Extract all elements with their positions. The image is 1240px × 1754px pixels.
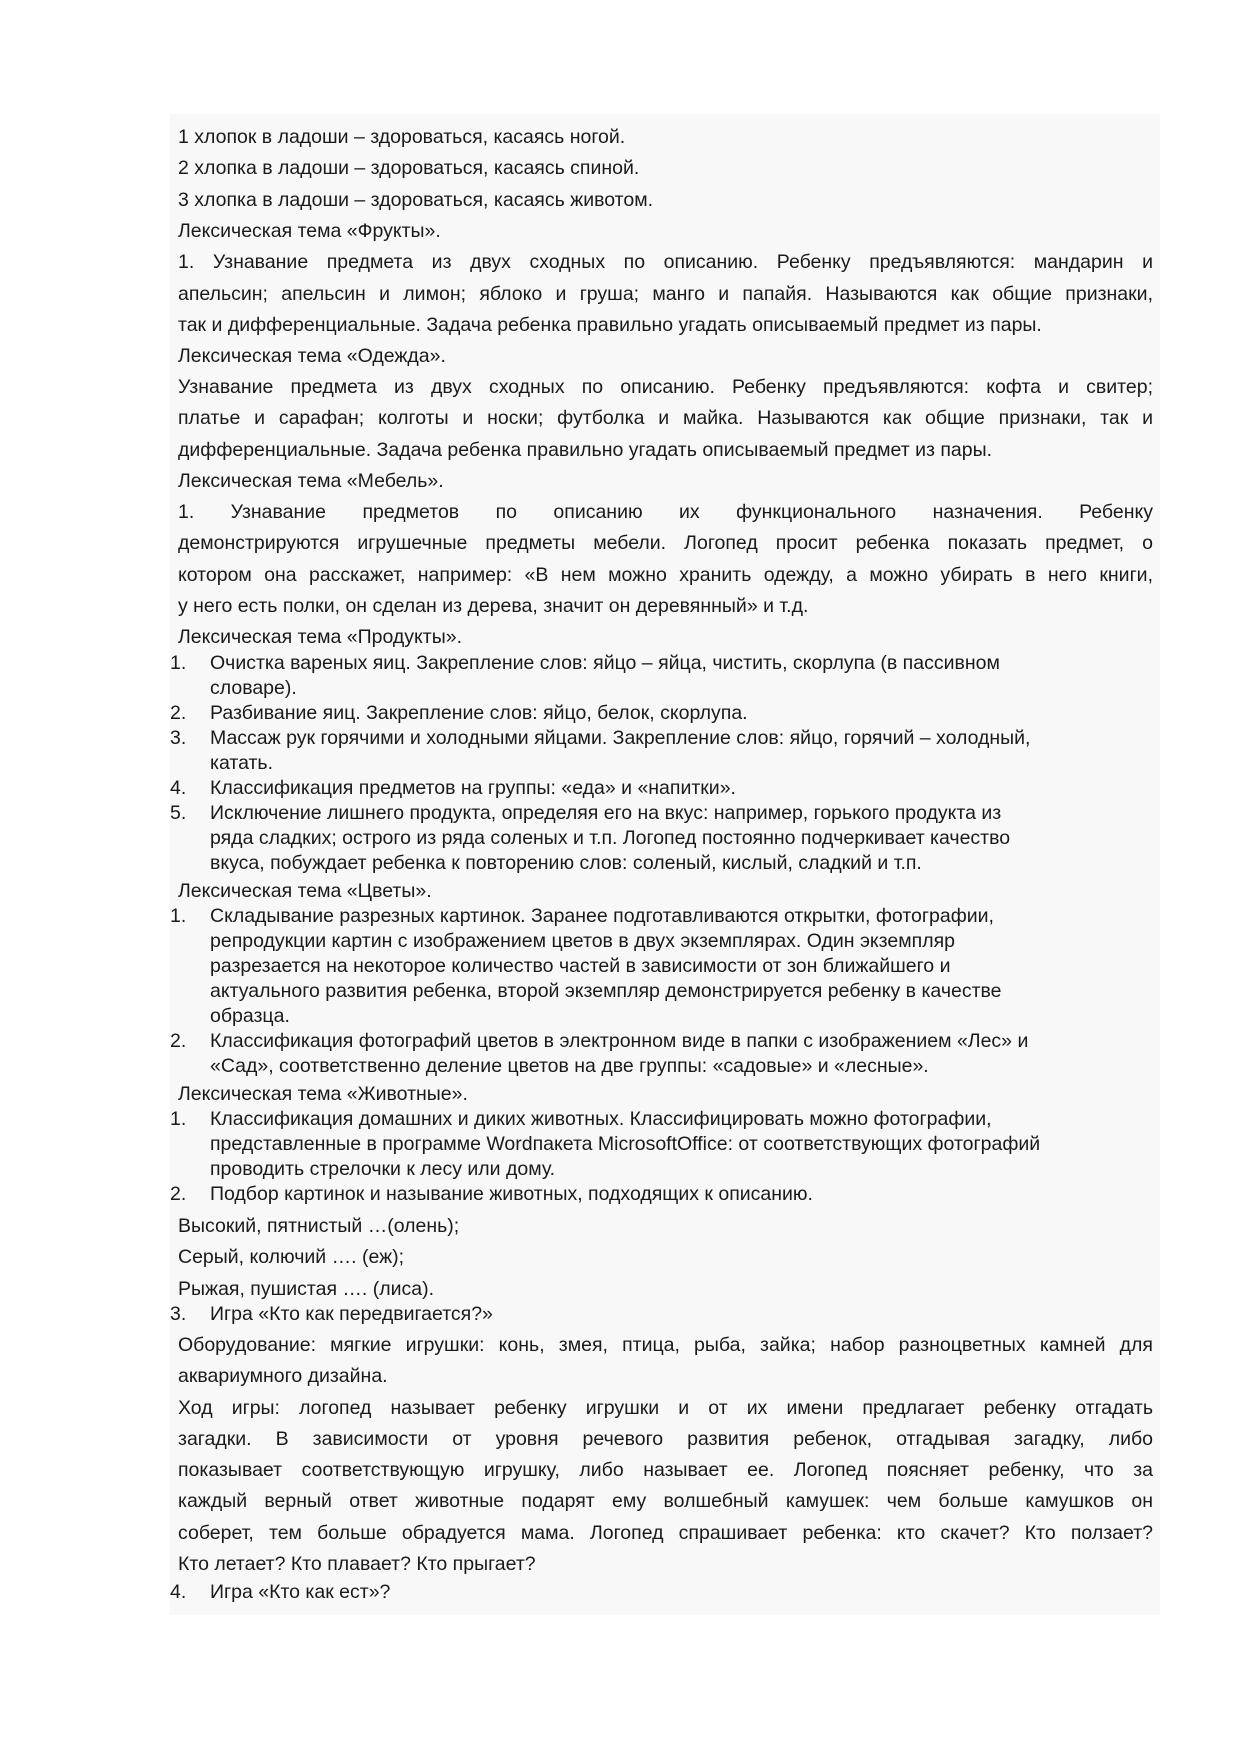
- list-number: 4.: [170, 1581, 187, 1603]
- list-item-line: Разбивание яиц. Закрепление слов: яйцо, белок, скорлупа.: [210, 702, 748, 724]
- list-number: 1.: [170, 905, 187, 927]
- list-number: 4.: [170, 777, 187, 799]
- list-number: 2.: [170, 1183, 187, 1205]
- list-item-line: ряда сладких; острого из ряда соленых и т.п. Логопед постоянно подчеркивает качество: [210, 827, 1011, 849]
- section-title-clothes: Лексическая тема «Одежда».: [178, 345, 446, 367]
- list-item-line: вкуса, побуждает ребенка к повторению слов: соленый, кислый, сладкий и т.п.: [210, 852, 922, 874]
- list-item-line: актуального развития ребенка, второй экземпляр демонстрируется ребенку в качестве: [210, 980, 1002, 1002]
- list-item-line: представленные в программе Wordпакета MicrosoftOffice: от соответствующих фотографий: [210, 1133, 1041, 1155]
- riddle-line: Высокий, пятнистый …(олень);: [178, 1215, 460, 1237]
- list-item-line: Исключение лишнего продукта, определяя его на вкус: например, горького продукта из: [210, 802, 1002, 824]
- text-line: 3 хлопка в ладоши – здороваться, касаясь животом.: [178, 189, 654, 211]
- game-title: Игра «Кто как ест»?: [210, 1581, 391, 1603]
- list-number: 2.: [170, 1030, 187, 1052]
- list-number: 3.: [170, 1303, 187, 1325]
- list-item-line: словаре).: [210, 677, 297, 699]
- list-item-line: Классификация домашних и диких животных. Классифицировать можно фотографии,: [210, 1108, 992, 1130]
- list-number: 1.: [170, 1108, 187, 1130]
- text-line: Ход игры: логопед называет ребенку игрушки и от их имени предлагает ребенку отгадать: [178, 1397, 1153, 1419]
- text-line: демонстрируются игрушечные предметы мебели. Логопед просит ребенка показать предмет, о: [178, 532, 1153, 554]
- text-line: 1. Узнавание предметов по описанию их функционального назначения. Ребенку: [178, 501, 1153, 523]
- list-item-line: «Сад», соответственно деление цветов на две группы: «садовые» и «лесные».: [210, 1055, 929, 1077]
- list-item-line: катать.: [210, 752, 274, 774]
- list-item-line: Массаж рук горячими и холодными яйцами. Закрепление слов: яйцо, горячий – холодный,: [210, 727, 1031, 749]
- text-line: Кто летает? Кто плавает? Кто прыгает?: [178, 1553, 536, 1575]
- text-line: 1 хлопок в ладоши – здороваться, касаясь ногой.: [178, 126, 626, 148]
- list-item-line: Классификация фотографий цветов в электронном виде в папки с изображением «Лес» и: [210, 1030, 1029, 1052]
- text-line: загадки. В зависимости от уровня речевого развития ребенок, отгадывая загадку, либо: [178, 1428, 1153, 1450]
- section-title-fruits: Лексическая тема «Фрукты».: [178, 220, 441, 242]
- list-item-line: образца.: [210, 1005, 290, 1027]
- section-title-products: Лексическая тема «Продукты».: [178, 626, 463, 648]
- text-line: дифференциальные. Задача ребенка правильно угадать описываемый предмет из пары.: [178, 439, 993, 461]
- riddle-line: Рыжая, пушистая …. (лиса).: [178, 1278, 435, 1300]
- section-title-flowers: Лексическая тема «Цветы».: [178, 880, 432, 902]
- text-line: аквариумного дизайна.: [178, 1365, 388, 1387]
- text-line: Узнавание предмета из двух сходных по описанию. Ребенку предъявляются: кофта и свитер;: [178, 376, 1153, 398]
- text-line: Оборудование: мягкие игрушки: конь, змея, птица, рыба, зайка; набор разноцветных камней для: [178, 1334, 1153, 1356]
- section-title-furniture: Лексическая тема «Мебель».: [178, 470, 444, 492]
- text-line: платье и сарафан; колготы и носки; футболка и майка. Называются как общие признаки, так и: [178, 407, 1153, 429]
- text-line: у него есть полки, он сделан из дерева, значит он деревянный» и т.д.: [178, 595, 809, 617]
- list-item-line: Складывание разрезных картинок. Заранее подготавливаются открытки, фотографии,: [210, 905, 994, 927]
- list-number: 5.: [170, 802, 187, 824]
- text-line: апельсин; апельсин и лимон; яблоко и груша; манго и папайя. Называются как общие признаки,: [178, 283, 1153, 305]
- riddle-line: Серый, колючий …. (еж);: [178, 1246, 405, 1268]
- game-title: Игра «Кто как передвигается?»: [210, 1303, 493, 1325]
- text-line: так и дифференциальные. Задача ребенка правильно угадать описываемый предмет из пары.: [178, 314, 1042, 336]
- list-item-line: Очистка вареных яиц. Закрепление слов: яйцо – яйца, чистить, скорлупа (в пассивном: [210, 652, 1000, 674]
- text-line: котором она расскажет, например: «В нем можно хранить одежду, а можно убирать в него книги,: [178, 564, 1153, 586]
- text-line: показывает соответствующую игрушку, либо называет ее. Логопед поясняет ребенку, что за: [178, 1459, 1153, 1481]
- text-line: 2 хлопка в ладоши – здороваться, касаясь спиной.: [178, 157, 640, 179]
- text-line: 1. Узнавание предмета из двух сходных по описанию. Ребенку предъявляются: мандарин и: [178, 251, 1153, 273]
- list-number: 1.: [170, 652, 187, 674]
- list-item-line: Классификация предметов на группы: «еда» и «напитки».: [210, 777, 736, 799]
- list-number: 3.: [170, 727, 187, 749]
- list-number: 2.: [170, 702, 187, 724]
- section-title-animals: Лексическая тема «Животные».: [178, 1083, 468, 1105]
- list-item-line: репродукции картин с изображением цветов в двух экземплярах. Один экземпляр: [210, 930, 955, 952]
- text-line: соберет, тем больше обрадуется мама. Логопед спрашивает ребенка: кто скачет? Кто ползает?: [178, 1522, 1153, 1544]
- list-item-line: Подбор картинок и называние животных, подходящих к описанию.: [210, 1183, 813, 1205]
- text-line: каждый верный ответ животные подарят ему волшебный камушек: чем больше камушков он: [178, 1490, 1153, 1512]
- list-item-line: проводить стрелочки к лесу или дому.: [210, 1158, 556, 1180]
- list-item-line: разрезается на некоторое количество частей в зависимости от зон ближайшего и: [210, 955, 951, 977]
